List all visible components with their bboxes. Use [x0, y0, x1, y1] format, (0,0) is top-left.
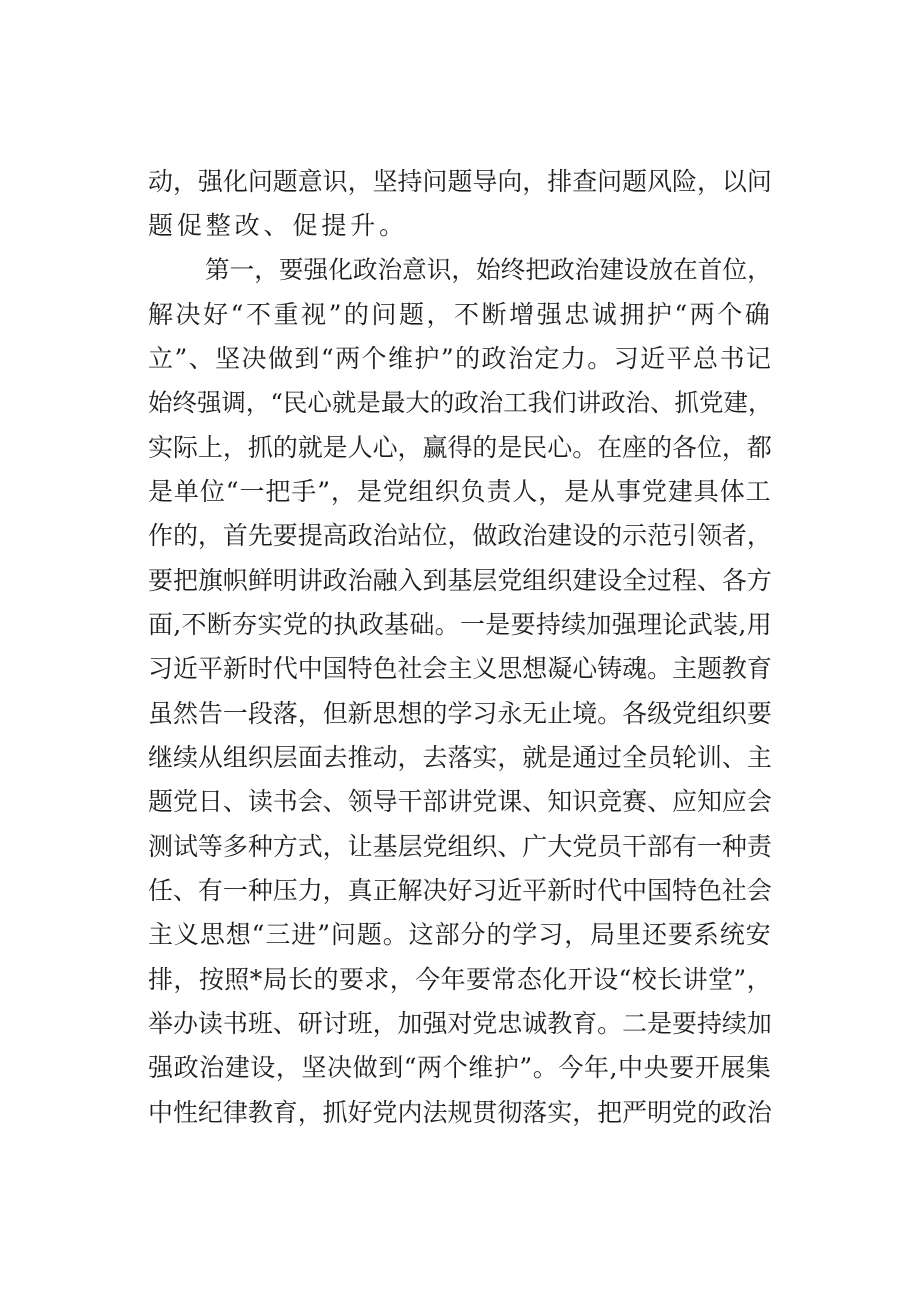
text-line: 面,不断夯实党的执政基础。一是要持续加强理论武装,用 [148, 610, 772, 639]
text-line: 习近平新时代中国特色社会主义思想凝心铸魂。主题教育 [148, 654, 772, 683]
text-line: 测试等多种方式，让基层党组织、广大党员干部有一种责 [148, 832, 772, 861]
paragraph-first-line: 第一，要强化政治意识，始终把政治建设放在首位， [205, 255, 772, 284]
text-line: 主义思想“三进”问题。这部分的学习，局里还要系统安 [148, 920, 772, 949]
text-line: 要把旗帜鲜明讲政治融入到基层党组织建设全过程、各方 [148, 566, 772, 595]
text-line: 排，按照*局长的要求，今年要常态化开设“校长讲堂”， [148, 965, 772, 994]
text-line: 题党日、读书会、领导干部讲党课、知识竞赛、应知应会 [148, 787, 772, 816]
text-line: 虽然告一段落，但新思想的学习永无止境。各级党组织要 [148, 699, 772, 728]
text-line: 题促整改、促提升。 [148, 211, 408, 240]
text-line: 是单位“一把手”，是党组织负责人，是从事党建具体工 [148, 477, 772, 506]
text-line: 举办读书班、研讨班，加强对党忠诚教育。二是要持续加 [148, 1009, 772, 1038]
text-line: 作的，首先要提高政治站位，做政治建设的示范引领者， [148, 521, 772, 550]
text-line: 解决好“不重视”的问题，不断增强忠诚拥护“两个确 [148, 300, 772, 329]
text-line: 立”、坚决做到“两个维护”的政治定力。习近平总书记 [148, 344, 772, 373]
text-line: 动，强化问题意识，坚持问题导向，排查问题风险，以问 [148, 167, 772, 196]
text-line: 任、有一种压力，真正解决好习近平新时代中国特色社会 [148, 876, 772, 905]
text-line: 中性纪律教育，抓好党内法规贯彻落实，把严明党的政治 [148, 1098, 772, 1127]
text-line: 实际上，抓的就是人心，赢得的是民心。在座的各位，都 [148, 433, 772, 462]
text-line: 始终强调，“民心就是最大的政治工我们讲政治、抓党建， [148, 388, 772, 417]
text-line: 强政治建设，坚决做到“两个维护”。今年,中央要开展集 [148, 1053, 772, 1082]
text-line: 继续从组织层面去推动，去落实，就是通过全员轮训、主 [148, 743, 772, 772]
